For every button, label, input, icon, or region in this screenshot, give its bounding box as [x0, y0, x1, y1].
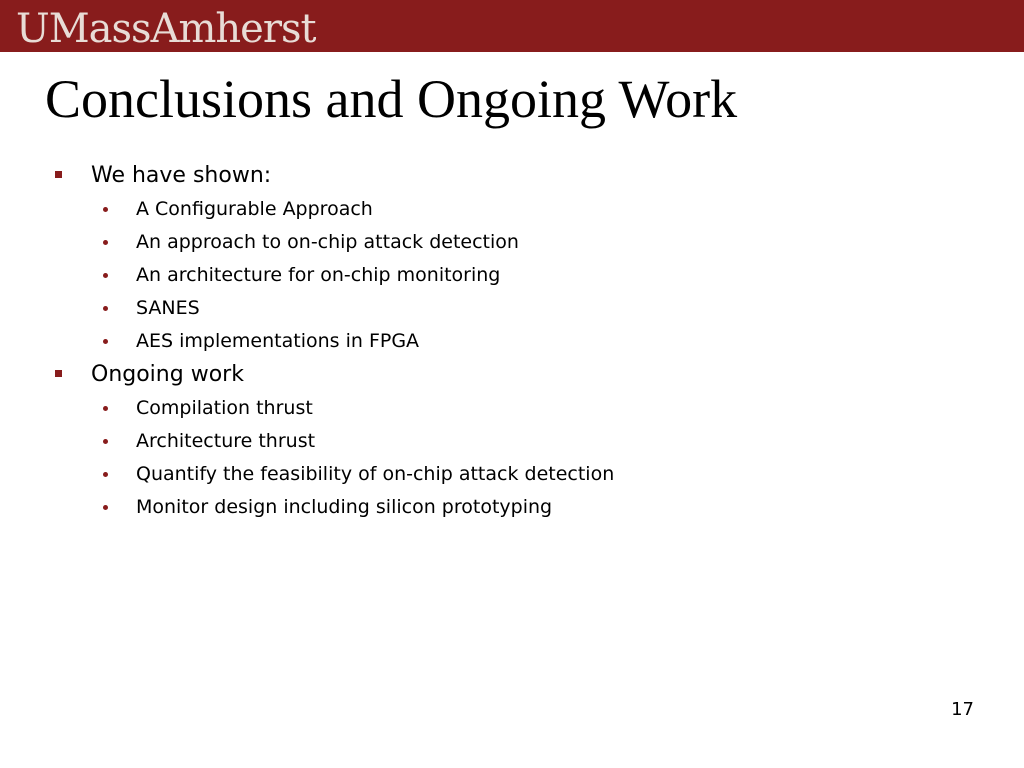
list-item	[52, 193, 982, 226]
round-bullet-icon	[103, 406, 108, 411]
slide-title: Conclusions and Ongoing Work	[45, 69, 738, 129]
round-bullet-icon	[103, 339, 108, 344]
round-bullet-icon	[103, 306, 108, 311]
square-bullet-icon	[55, 171, 62, 178]
round-bullet-icon	[103, 273, 108, 278]
list-item	[52, 425, 982, 458]
list-item-text: SANES	[136, 297, 200, 319]
list-item-text: A Configurable Approach	[136, 198, 373, 220]
square-bullet-icon	[55, 370, 62, 377]
list-item-text: An approach to on-chip attack detection	[136, 231, 519, 253]
list-item-text: Compilation thrust	[136, 397, 313, 419]
list-item-text: Architecture thrust	[136, 430, 316, 452]
list-item-text: Monitor design including silicon prototyping	[136, 496, 553, 518]
bullet-list	[52, 159, 982, 524]
list-item	[52, 458, 982, 491]
round-bullet-icon	[103, 207, 108, 212]
list-item	[52, 325, 982, 358]
list-item-text: An architecture for on-chip monitoring	[136, 264, 501, 286]
round-bullet-icon	[103, 505, 108, 510]
page-number: 17	[951, 699, 974, 720]
round-bullet-icon	[103, 240, 108, 245]
section-heading	[52, 159, 982, 193]
section-heading-text: We have shown:	[91, 163, 272, 188]
section-heading-text: Ongoing work	[91, 362, 244, 387]
round-bullet-icon	[103, 472, 108, 477]
list-item-text: AES implementations in FPGA	[136, 330, 420, 352]
list-item	[52, 259, 982, 292]
list-item	[52, 392, 982, 425]
section-heading	[52, 358, 982, 392]
list-item	[52, 226, 982, 259]
list-item	[52, 292, 982, 325]
list-item	[52, 491, 982, 524]
brand-logo: UMassAmherst	[16, 6, 316, 52]
round-bullet-icon	[103, 439, 108, 444]
list-item-text: Quantify the feasibility of on-chip attack detection	[136, 463, 615, 485]
header-banner	[0, 0, 1024, 52]
